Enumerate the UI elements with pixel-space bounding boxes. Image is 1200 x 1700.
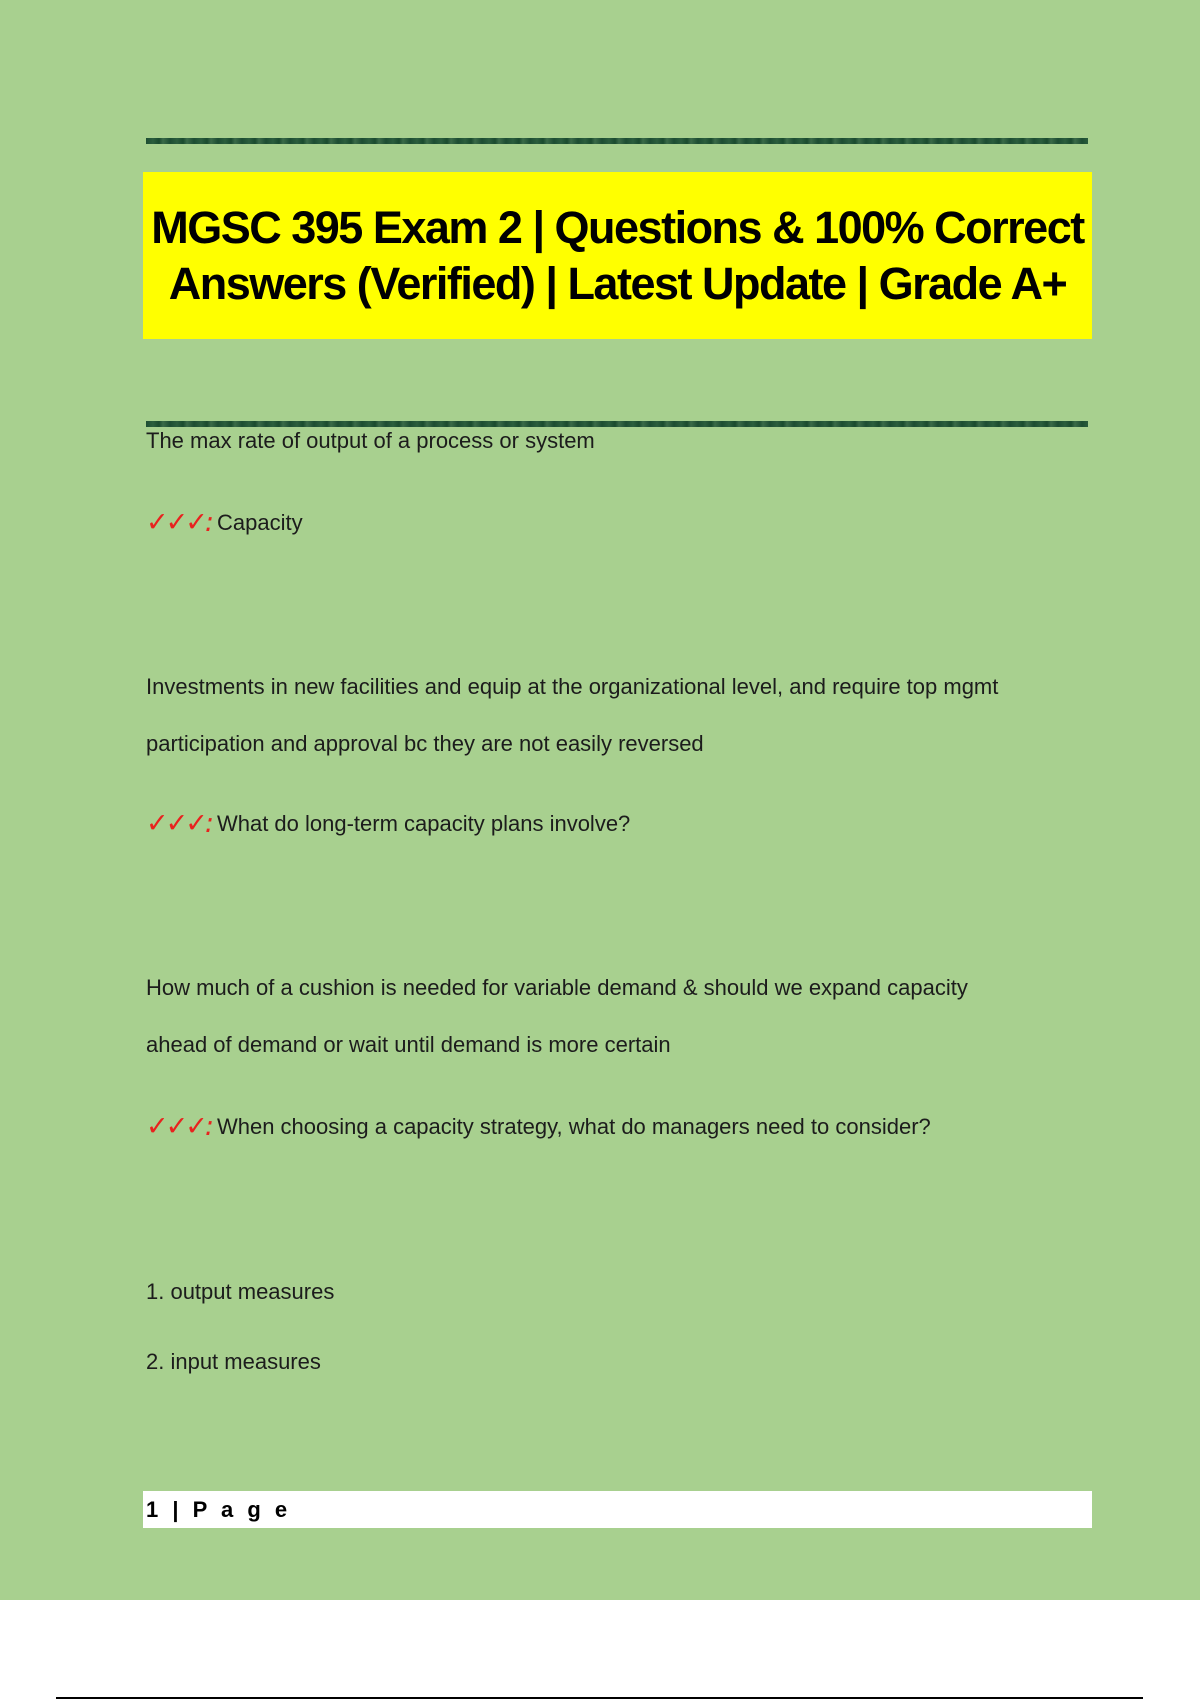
question-3-line-2: ahead of demand or wait until demand is more certain [146, 1032, 671, 1057]
bottom-rule [56, 1697, 1143, 1699]
answer-2-text: What do long-term capacity plans involve? [216, 810, 631, 836]
question-3-line-1: How much of a cushion is needed for variable demand & should we expand capacity [146, 975, 968, 1000]
document-title: MGSC 395 Exam 2 | Questions & 100% Correct Answers (Verified) | Latest Update | Grade A+ [151, 201, 1084, 309]
answer-1-text: Capacity [216, 509, 303, 535]
title-highlight-box [143, 172, 1092, 339]
top-divider [146, 138, 1088, 144]
page-footer [143, 1491, 1092, 1528]
check-marks-icon: ✓✓✓: [146, 808, 211, 839]
answer-1 [146, 507, 303, 538]
list-item-1: 1. output measures [146, 1279, 335, 1304]
check-marks-icon: ✓✓✓: [146, 1111, 211, 1142]
section-divider [146, 421, 1088, 427]
question-1: The max rate of output of a process or system [146, 428, 595, 453]
question-2-line-2: participation and approval bc they are not easily reversed [146, 731, 704, 756]
check-marks-icon: ✓✓✓: [146, 507, 211, 538]
list-item-2: 2. input measures [146, 1349, 321, 1374]
question-2-line-1: Investments in new facilities and equip at the organizational level, and require top mgmt [146, 674, 999, 699]
page-number-label: 1 | P a g e [146, 1496, 292, 1522]
answer-3 [146, 1111, 931, 1142]
answer-3-text: When choosing a capacity strategy, what do managers need to consider? [216, 1113, 931, 1139]
answer-2 [146, 808, 630, 839]
